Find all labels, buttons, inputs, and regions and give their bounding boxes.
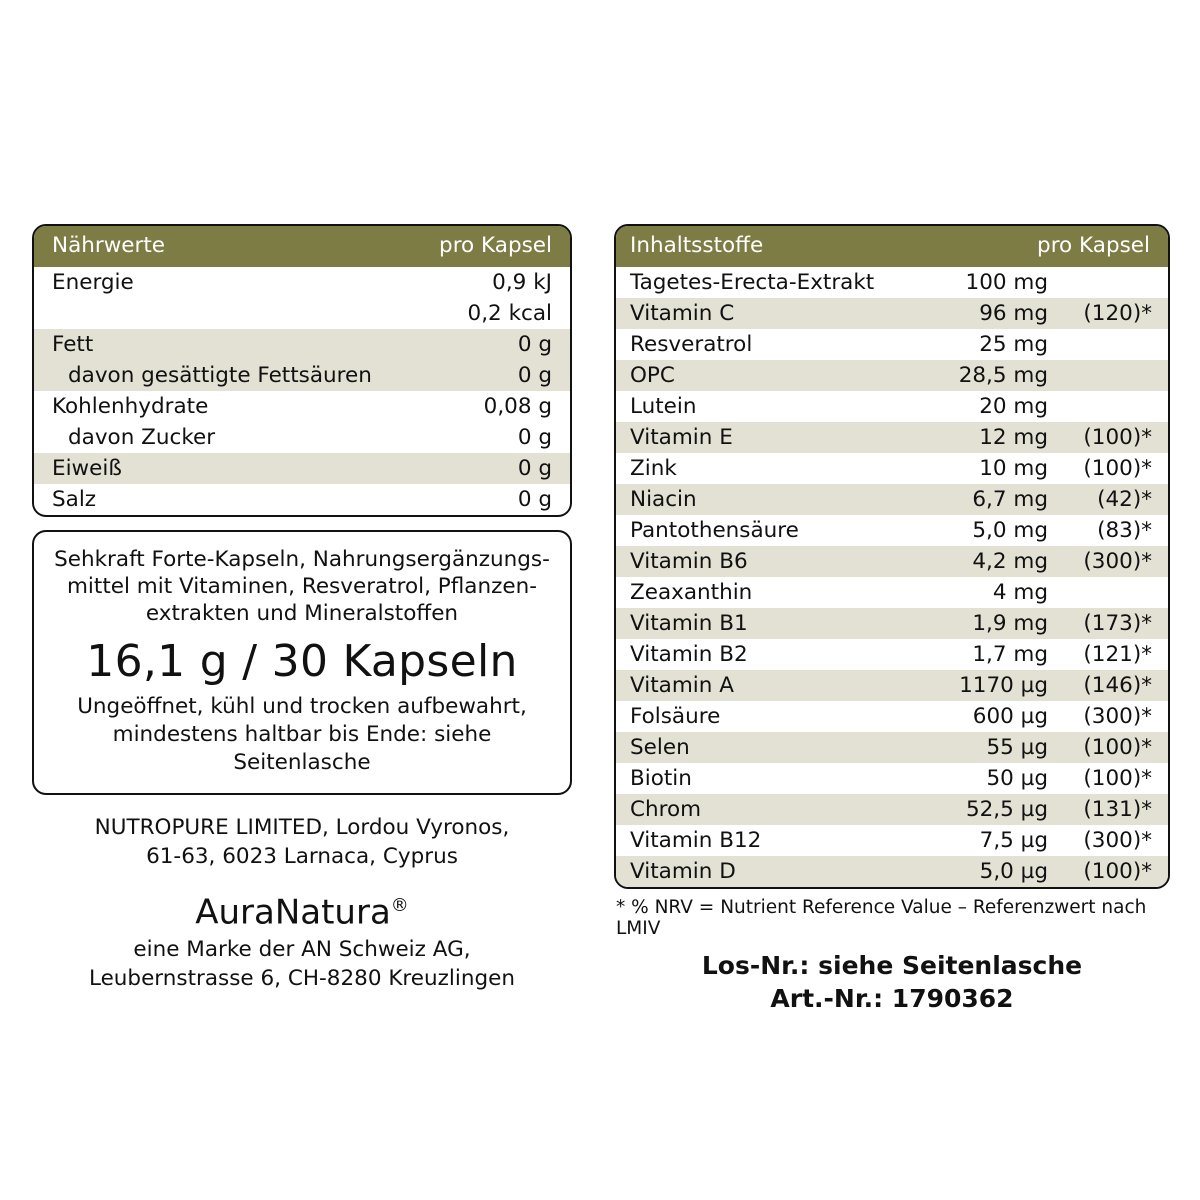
nutrition-row-name: Salz bbox=[52, 487, 97, 512]
table-row bbox=[616, 670, 1168, 701]
ingredient-nrv: (120)* bbox=[1054, 298, 1168, 329]
table-row bbox=[616, 577, 1168, 608]
ingredient-amount: 96 mg bbox=[912, 298, 1054, 329]
table-row bbox=[34, 267, 570, 298]
ingredient-name: Niacin bbox=[616, 484, 912, 515]
ingredient-nrv bbox=[1054, 391, 1168, 422]
ingredient-name: Folsäure bbox=[630, 704, 721, 729]
nutrition-row-name: Fett bbox=[34, 329, 412, 360]
nutrition-header-amount: pro Kapsel bbox=[412, 226, 570, 267]
ingredient-amount: 1,9 mg bbox=[912, 608, 1054, 639]
ingredient-amount: 55 µg bbox=[912, 732, 1054, 763]
ingredient-nrv: (100)* bbox=[1054, 856, 1168, 887]
ingredient-amount: 52,5 µg bbox=[912, 794, 1054, 825]
ingredient-amount: 4,2 mg bbox=[912, 546, 1054, 577]
ingredient-amount: 5,0 µg bbox=[912, 856, 1054, 887]
ingredient-name: Vitamin E bbox=[616, 422, 912, 453]
ingredient-nrv: (300)* bbox=[1083, 828, 1152, 853]
ingredient-nrv: (42)* bbox=[1054, 484, 1168, 515]
ingredient-name: Vitamin C bbox=[616, 298, 912, 329]
ingredients-header-name: Inhaltsstoffe bbox=[616, 226, 912, 267]
table-row bbox=[616, 639, 1168, 670]
table-row bbox=[616, 391, 1168, 422]
ingredient-nrv: (300)* bbox=[1083, 704, 1152, 729]
table-row bbox=[616, 298, 1168, 329]
nutrition-row-amount: 0 g bbox=[412, 360, 570, 391]
description-line-1: Sehkraft Forte-Kapseln, Nahrungsergänzungs- bbox=[54, 547, 550, 572]
right-column bbox=[614, 224, 1170, 1013]
nutrition-row-name bbox=[34, 298, 412, 329]
registered-trademark-icon: ® bbox=[390, 895, 409, 916]
ingredient-name: Pantothensäure bbox=[630, 518, 799, 543]
table-row bbox=[616, 546, 1168, 577]
company-line-2: 61-63, 6023 Larnaca, Cyprus bbox=[146, 844, 458, 869]
storage-line-1: Ungeöffnet, kühl und trocken aufbewahrt, bbox=[77, 694, 527, 719]
ingredient-nrv bbox=[1054, 267, 1168, 298]
address-block bbox=[32, 813, 572, 993]
table-row bbox=[34, 391, 570, 422]
nutrition-header-name: Nährwerte bbox=[34, 226, 412, 267]
table-row bbox=[616, 608, 1168, 639]
quantity-text: 16,1 g / 30 Kapseln bbox=[86, 636, 518, 687]
table-row bbox=[616, 794, 1168, 825]
ingredient-amount: 600 µg bbox=[972, 704, 1048, 729]
ingredient-name: OPC bbox=[616, 360, 912, 391]
ingredients-table-header-row bbox=[616, 226, 1168, 267]
ingredient-nrv: (131)* bbox=[1054, 794, 1168, 825]
brand-name bbox=[32, 883, 572, 935]
ingredient-name: Vitamin B12 bbox=[630, 828, 762, 853]
ingredient-amount: 4 mg bbox=[992, 580, 1048, 605]
ingredient-nrv: (100)* bbox=[1054, 422, 1168, 453]
left-column bbox=[32, 224, 572, 993]
article-number: Art.-Nr.: 1790362 bbox=[770, 984, 1014, 1013]
table-row bbox=[616, 422, 1168, 453]
ingredient-amount: 6,7 mg bbox=[912, 484, 1054, 515]
nutrition-table bbox=[34, 226, 570, 515]
ingredient-nrv: (121)* bbox=[1083, 642, 1152, 667]
nutrition-row-amount: 0,2 kcal bbox=[467, 301, 552, 326]
table-row bbox=[616, 329, 1168, 360]
nutrition-panel bbox=[32, 224, 572, 517]
ingredient-name: Vitamin B1 bbox=[616, 608, 912, 639]
ingredient-nrv: (83)* bbox=[1097, 518, 1152, 543]
ingredient-name: Selen bbox=[616, 732, 912, 763]
table-row bbox=[616, 856, 1168, 887]
ingredient-name: Zink bbox=[630, 456, 677, 481]
nutrition-row-amount: 0 g bbox=[412, 329, 570, 360]
table-row bbox=[616, 360, 1168, 391]
nutrition-row-name: davon gesättigte Fettsäuren bbox=[34, 360, 412, 391]
ingredient-nrv bbox=[1054, 329, 1168, 360]
ingredients-header-amount: pro Kapsel bbox=[912, 226, 1168, 267]
nutrition-row-name: davon Zucker bbox=[68, 425, 216, 450]
ingredient-nrv: (173)* bbox=[1054, 608, 1168, 639]
description-panel bbox=[32, 530, 572, 795]
ingredient-amount: 12 mg bbox=[912, 422, 1054, 453]
nutrition-row-name: Kohlenhydrate bbox=[52, 394, 209, 419]
ingredient-name: Lutein bbox=[630, 394, 697, 419]
ingredient-amount: 50 µg bbox=[986, 766, 1048, 791]
ingredient-amount: 28,5 mg bbox=[912, 360, 1054, 391]
nutrition-table-header-row bbox=[34, 226, 570, 267]
ingredient-amount: 7,5 µg bbox=[979, 828, 1048, 853]
lot-number: Los-Nr.: siehe Seitenlasche bbox=[701, 951, 1083, 980]
nutrition-row-amount: 0 g bbox=[517, 487, 552, 512]
table-row bbox=[616, 515, 1168, 546]
nutrition-row-amount: 0,9 kJ bbox=[492, 270, 552, 295]
ingredient-nrv: (300)* bbox=[1054, 546, 1168, 577]
ingredient-nrv: (100)* bbox=[1083, 456, 1152, 481]
ingredient-name: Vitamin A bbox=[616, 670, 912, 701]
ingredients-panel bbox=[614, 224, 1170, 889]
ingredient-amount: 1170 µg bbox=[912, 670, 1054, 701]
nutrition-row-amount: 0 g bbox=[412, 453, 570, 484]
description-line-2: mittel mit Vitaminen, Resveratrol, Pflanzen- bbox=[66, 574, 538, 599]
table-row bbox=[34, 453, 570, 484]
table-row bbox=[616, 267, 1168, 298]
ingredient-name: Vitamin B6 bbox=[616, 546, 912, 577]
table-row bbox=[34, 484, 570, 515]
table-row bbox=[616, 732, 1168, 763]
ingredient-nrv: (100)* bbox=[1054, 732, 1168, 763]
table-row bbox=[34, 422, 570, 453]
table-row bbox=[616, 701, 1168, 732]
table-row bbox=[616, 484, 1168, 515]
ingredient-name: Vitamin B2 bbox=[630, 642, 748, 667]
ingredients-table bbox=[616, 226, 1168, 887]
ingredient-name: Biotin bbox=[630, 766, 692, 791]
ingredient-amount: 10 mg bbox=[979, 456, 1048, 481]
table-row bbox=[616, 453, 1168, 484]
nutrition-row-amount: 0,08 g bbox=[483, 394, 552, 419]
brand-sub-line-2: Leubernstrasse 6, CH-8280 Kreuzlingen bbox=[88, 966, 516, 992]
ingredient-name: Chrom bbox=[616, 794, 912, 825]
ingredient-name: Zeaxanthin bbox=[630, 580, 753, 605]
table-row bbox=[34, 298, 570, 329]
description-line-3: extrakten und Mineralstoffen bbox=[145, 601, 459, 626]
ingredient-amount: 5,0 mg bbox=[972, 518, 1048, 543]
brand-sub-line-1: eine Marke der AN Schweiz AG, bbox=[133, 937, 471, 963]
nrv-footnote: * % NRV = Nutrient Reference Value – Referenzwert nach LMIV bbox=[616, 897, 1147, 939]
ingredient-nrv bbox=[1054, 360, 1168, 391]
nutrition-row-name: Energie bbox=[52, 270, 134, 295]
ingredient-nrv: (146)* bbox=[1054, 670, 1168, 701]
table-row bbox=[34, 329, 570, 360]
nutrition-row-name: Eiweiß bbox=[34, 453, 412, 484]
ingredient-amount: 1,7 mg bbox=[972, 642, 1048, 667]
nutrition-row-amount: 0 g bbox=[517, 425, 552, 450]
ingredient-amount: 25 mg bbox=[979, 332, 1048, 357]
ingredient-name: Resveratrol bbox=[630, 332, 753, 357]
storage-line-2: mindestens haltbar bis Ende: siehe Seitenlasche bbox=[112, 722, 492, 775]
ingredient-name: Tagetes-Erecta-Extrakt bbox=[630, 270, 875, 295]
ingredient-amount: 100 mg bbox=[965, 270, 1048, 295]
table-row bbox=[616, 825, 1168, 856]
table-row bbox=[34, 360, 570, 391]
brand-name-text: AuraNatura bbox=[195, 892, 391, 933]
ingredients-table-body bbox=[616, 267, 1168, 887]
ingredient-amount: 20 mg bbox=[979, 394, 1048, 419]
table-row bbox=[616, 763, 1168, 794]
ingredient-nrv bbox=[1054, 577, 1168, 608]
nutrition-table-body bbox=[34, 267, 570, 515]
company-line-1: NUTROPURE LIMITED, Lordou Vyronos, bbox=[94, 815, 510, 840]
ingredient-nrv: (100)* bbox=[1083, 766, 1152, 791]
ingredient-name: Vitamin D bbox=[616, 856, 912, 887]
